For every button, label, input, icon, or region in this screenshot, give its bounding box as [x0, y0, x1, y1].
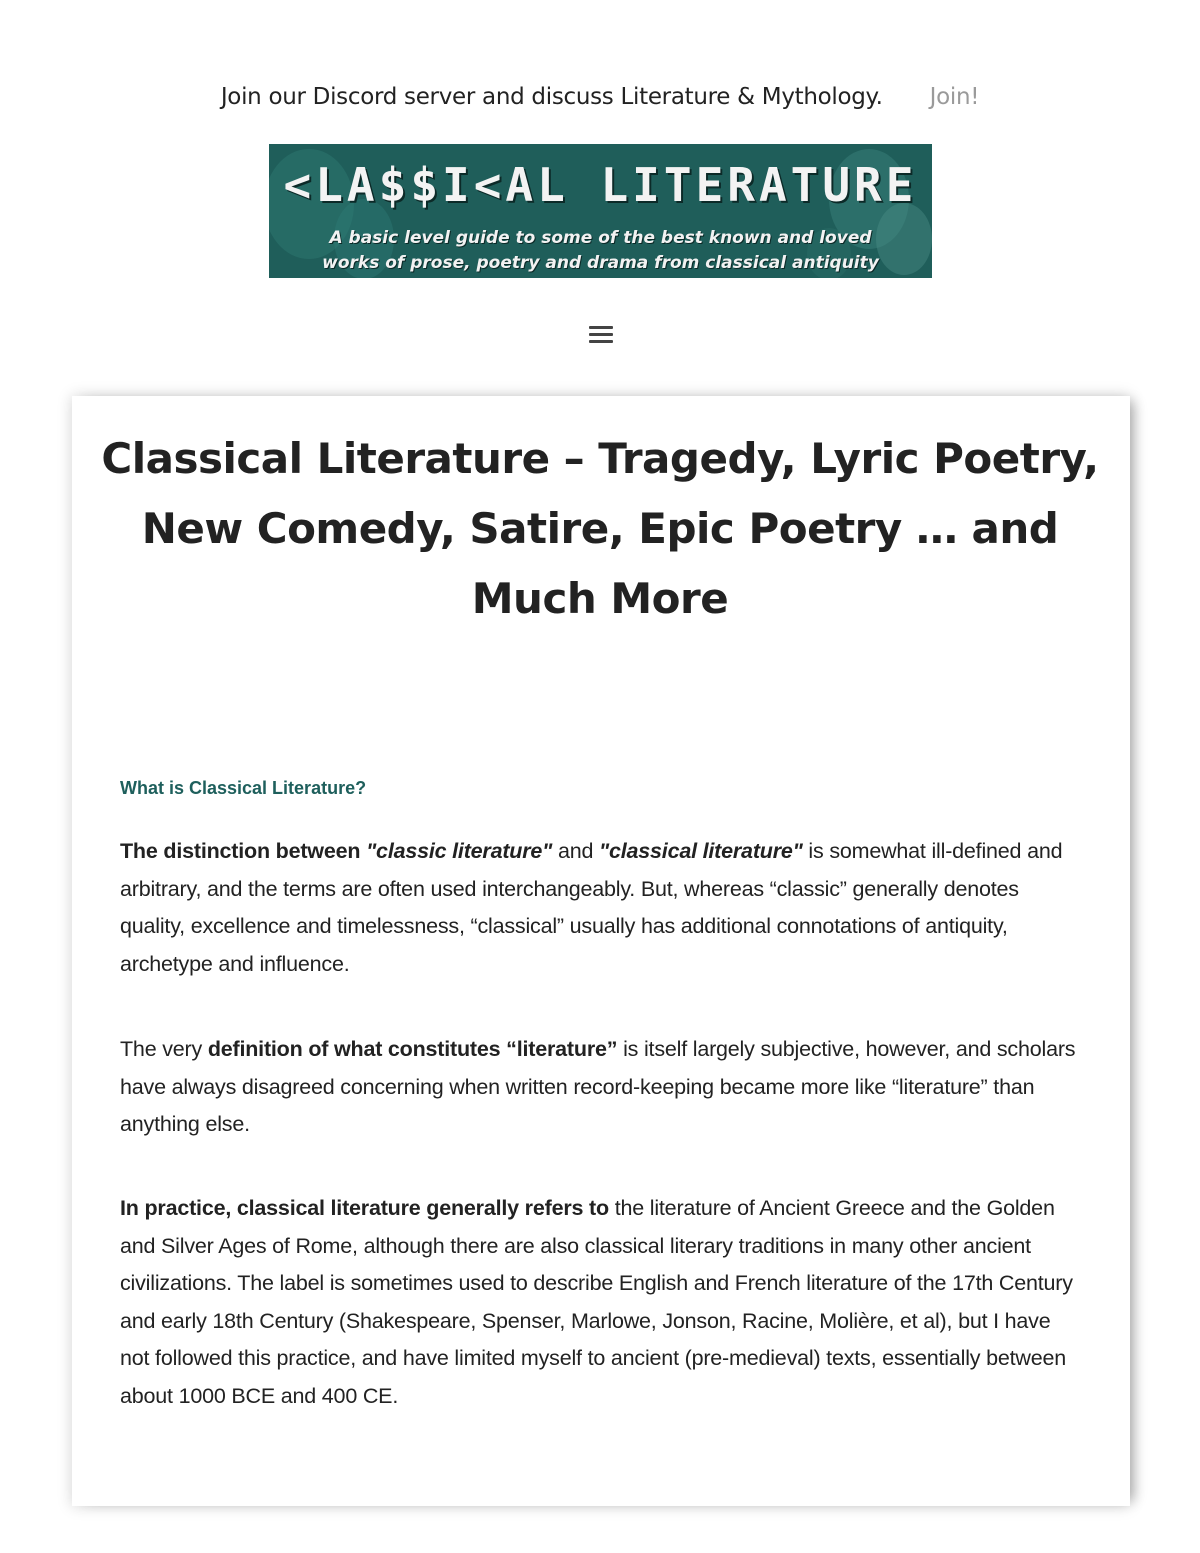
site-tagline-line1: A basic level guide to some of the best known and loved [329, 228, 872, 248]
bold-text: definition of what constitutes “literature” [207, 1037, 618, 1061]
join-discord-link[interactable]: Join! [929, 84, 980, 110]
site-logo-text: <LA$$I<AL LITERATURE [283, 158, 918, 212]
bold-italic-term: "classical literature" [599, 839, 803, 863]
discord-message: Join our Discord server and discuss Literature & Mythology. [220, 84, 883, 110]
paragraph-definition [120, 1031, 1085, 1144]
hamburger-menu-icon[interactable] [589, 326, 613, 346]
bold-text: In practice, classical literature generally refers to [120, 1196, 609, 1220]
paragraph-text: is somewhat ill-defined and arbitrary, and the terms are often used interchangeably. But, whereas “classic” generally denotes quality, excellence and timelessness, “classical” usually has additional connotations of antiquity, archetype and influence. [120, 839, 1063, 976]
paragraph-practice [120, 1190, 1085, 1416]
paragraph-text: the literature of Ancient Greece and the Golden and Silver Ages of Rome, although there are also classical literary traditions in many other ancient civilizations. The label is sometimes used to describe English and French literature of the 17th Century and early 18th Century (Shakespeare, Spenser, Marlowe, Jonson, Racine, Molière, et al), but I have not followed this practice, and have limited myself to ancient (pre-medieval) texts, essentially between about 1000 BCE and 400 CE. [120, 1196, 1073, 1408]
paragraph-text: is itself largely subjective, however, and scholars have always disagreed concerning when written record-keeping became more like “literature” than anything else. [120, 1037, 1076, 1137]
page-title: Classical Literature – Tragedy, Lyric Poetry, New Comedy, Satire, Epic Poetry … and Much More [101, 434, 1099, 623]
bold-italic-term: "classic literature" [366, 839, 553, 863]
paragraph-text: The very [120, 1037, 208, 1061]
paragraph-text: and [552, 839, 599, 863]
site-logo-banner[interactable] [269, 144, 932, 278]
section-subheading: What is Classical Literature? [120, 778, 367, 798]
discord-announcement-bar [0, 84, 1200, 110]
bold-text: The distinction between [120, 839, 367, 863]
paragraph-distinction [120, 833, 1085, 983]
site-tagline-line2: works of prose, poetry and drama from classical antiquity [322, 253, 879, 273]
